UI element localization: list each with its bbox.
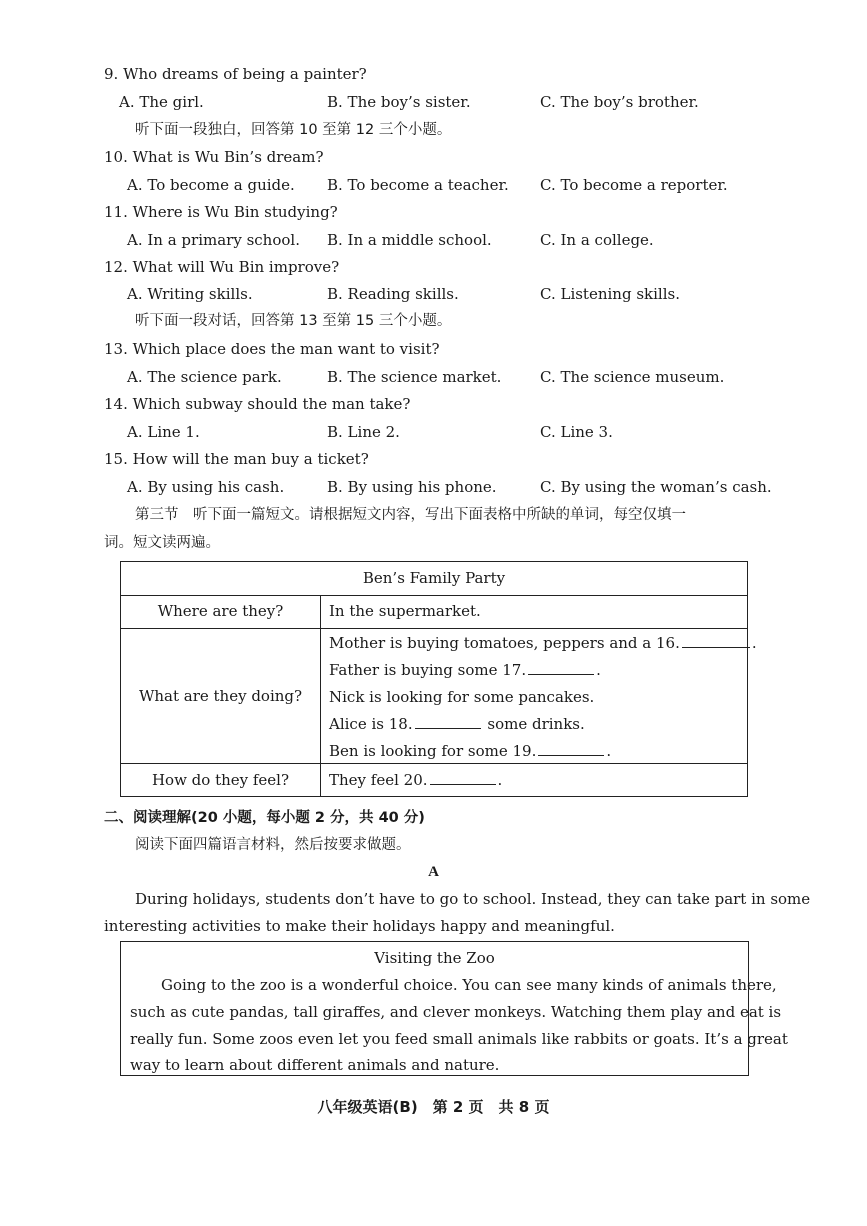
question-14: 14. Which subway should the man take? <box>104 395 411 413</box>
box-line: way to learn about different animals and nature. <box>130 1056 500 1074</box>
question-11: 11. Where is Wu Bin studying? <box>104 203 338 221</box>
option-c: C. Line 3. <box>540 423 613 441</box>
row-label-doing: What are they doing? <box>138 687 303 705</box>
section3-instruction-cont: 词。短文读两遍。 <box>104 535 220 551</box>
option-c: C. In a college. <box>540 231 654 249</box>
passage-intro-line: interesting activities to make their holidays happy and meaningful. <box>104 917 615 935</box>
doing-line-text: Mother is buying tomatoes, peppers and a 16. <box>329 634 680 652</box>
doing-line-nick: Nick is looking for some pancakes. <box>329 688 595 706</box>
reading-part-title: 二、阅读理解(20 小题，每小题 2 分，共 40 分) <box>104 810 425 826</box>
option-b: B. In a middle school. <box>327 231 492 249</box>
doing-line-text: Ben is looking for some 19. <box>329 742 537 760</box>
row-label-where: Where are they? <box>157 602 284 620</box>
instruction-monologue: 听下面一段独白，回答第 10 至第 12 三个小题。 <box>135 122 452 138</box>
passage-intro-line: During holidays, students don’t have to go to school. Instead, they can take part in some <box>135 890 811 908</box>
option-a: A. The science park. <box>127 368 282 386</box>
doing-line-end: . <box>751 634 757 652</box>
option-a: A. To become a guide. <box>127 176 295 194</box>
answer-blank-17[interactable] <box>528 660 594 675</box>
doing-line-text: Alice is 18. <box>329 715 413 733</box>
box-title: Visiting the Zoo <box>374 949 495 967</box>
option-c: C. By using the woman’s cash. <box>540 478 772 496</box>
option-c: C. To become a reporter. <box>540 176 728 194</box>
option-c: C. The boy’s brother. <box>540 93 699 111</box>
option-b: B. Reading skills. <box>327 285 459 303</box>
page-footer: 八年级英语(B) 第 2 页 共 8 页 <box>317 1098 550 1116</box>
option-a: A. In a primary school. <box>127 231 300 249</box>
table-row-divider <box>121 628 747 629</box>
option-a: A. By using his cash. <box>127 478 285 496</box>
feel-line-end: . <box>497 771 503 789</box>
instruction-dialogue: 听下面一段对话，回答第 13 至第 15 三个小题。 <box>135 313 452 329</box>
question-12: 12. What will Wu Bin improve? <box>104 258 340 276</box>
reading-instruction: 阅读下面四篇语言材料，然后按要求做题。 <box>135 837 411 853</box>
option-a: A. Line 1. <box>127 423 200 441</box>
doing-line-end: . <box>606 742 612 760</box>
passage-letter: A <box>428 864 439 880</box>
option-a: A. The girl. <box>119 93 204 111</box>
option-b: B. Line 2. <box>327 423 400 441</box>
box-line: Going to the zoo is a wonderful choice. You can see many kinds of animals there, <box>161 976 777 994</box>
question-10: 10. What is Wu Bin’s dream? <box>104 148 324 166</box>
row-label-feel: How do they feel? <box>151 771 290 789</box>
option-a: A. Writing skills. <box>127 285 253 303</box>
table-divider <box>320 595 321 796</box>
section3-instruction: 第三节 听下面一篇短文。请根据短文内容，写出下面表格中所缺的单词，每空仅填一 <box>135 507 686 523</box>
family-party-table <box>120 561 757 797</box>
answer-blank-19[interactable] <box>538 741 604 756</box>
doing-line-text: Father is buying some 17. <box>329 661 527 679</box>
answer-blank-18[interactable] <box>415 714 481 729</box>
doing-line-ben <box>329 741 611 761</box>
option-b: B. By using his phone. <box>327 478 497 496</box>
answer-blank-20[interactable] <box>430 770 496 785</box>
box-line: such as cute pandas, tall giraffes, and clever monkeys. Watching them play and eat is <box>130 1003 782 1021</box>
option-b: B. The boy’s sister. <box>327 93 471 111</box>
answer-blank-16[interactable] <box>682 633 750 648</box>
option-b: B. The science market. <box>327 368 502 386</box>
table-row-divider <box>121 763 747 764</box>
question-9: 9. Who dreams of being a painter? <box>104 65 367 83</box>
doing-line-father <box>329 660 601 680</box>
feel-line <box>329 770 502 790</box>
doing-line-alice <box>329 714 585 734</box>
question-13: 13. Which place does the man want to visit? <box>104 340 440 358</box>
zoo-text-box <box>120 941 788 1076</box>
box-line: really fun. Some zoos even let you feed small animals like rabbits or goats. It’s a great <box>130 1030 788 1048</box>
option-c: C. The science museum. <box>540 368 725 386</box>
doing-line-end: . <box>596 661 601 679</box>
doing-line-mother <box>329 633 757 653</box>
feel-line-text: They feel 20. <box>329 771 428 789</box>
option-c: C. Listening skills. <box>540 285 680 303</box>
doing-line-end: some drinks. <box>487 715 585 733</box>
table-title: Ben’s Family Party <box>121 562 747 596</box>
row-value-where: In the supermarket. <box>329 602 481 620</box>
question-15: 15. How will the man buy a ticket? <box>104 450 369 468</box>
option-b: B. To become a teacher. <box>327 176 509 194</box>
